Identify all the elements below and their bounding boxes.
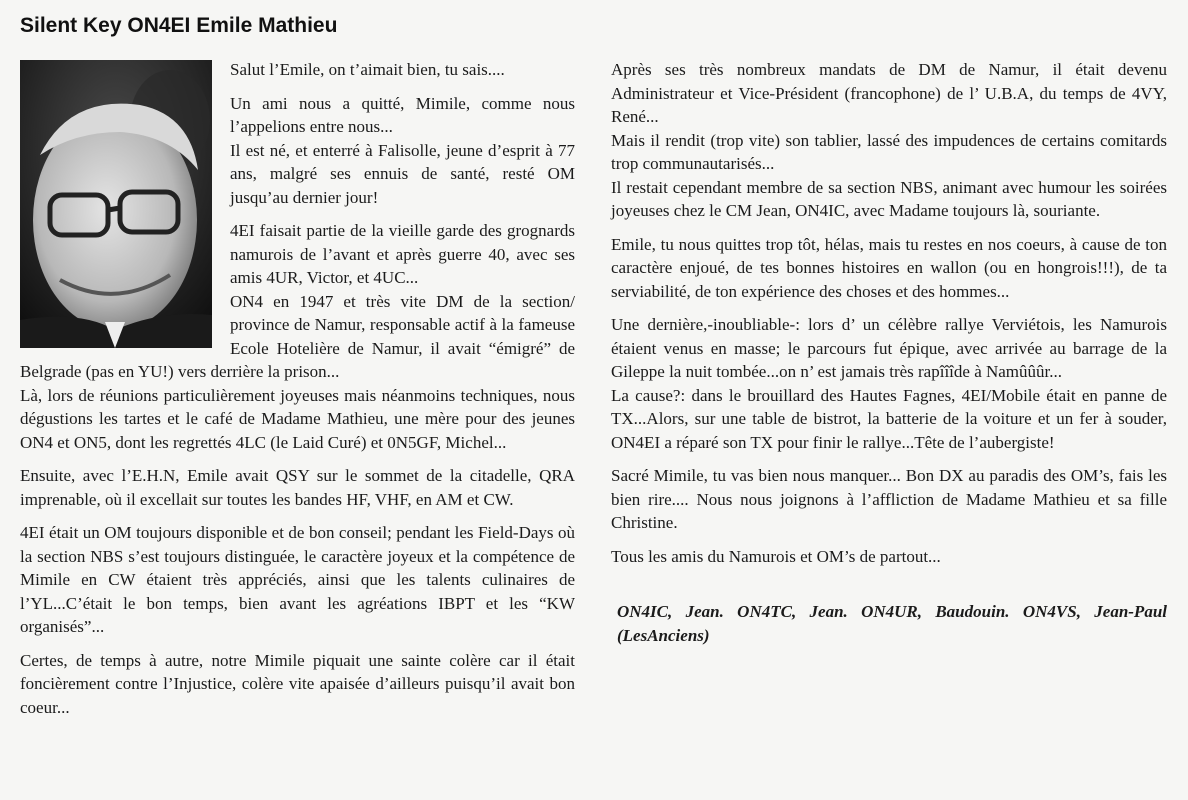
portrait-image xyxy=(20,60,212,348)
paragraph: Ensuite, avec l’E.H.N, Emile avait QSY sur le sommet de la citadelle, QRA imprenable, où il excellait sur toutes les bandes HF, VHF, en AM et CW. xyxy=(20,466,575,509)
right-column xyxy=(611,58,1167,657)
paragraph: Là, lors de réunions particulièrement joyeuses mais néanmoins techniques, nous dégustions les tartes et le café de Madame Mathieu, une mère pour des jeunes ON4 et ON5, dont les regrettés 4LC (le Laid Curé) et 0N5GF, Michel... xyxy=(20,385,575,452)
paragraph: Mais il rendit (trop vite) son tablier, lassé des impudences de certains comitards trop communautarisés... xyxy=(611,130,1167,173)
signature: ON4IC, Jean. ON4TC, Jean. ON4UR, Baudouin. ON4VS, Jean-Paul (LesAnciens) xyxy=(617,602,1167,645)
paragraph: Une dernière,-inoubliable-: lors d’ un célèbre rallye Verviétois, les Namurois étaient venus en masse; le parcours fut épique, avec arrivée au barrage de la Gileppe la nuit tombée...on n’ est jamais très rapîîîde à Namûûûr... xyxy=(611,315,1167,381)
paragraph: Tous les amis du Namurois et OM’s de partout... xyxy=(611,546,941,566)
paragraph: Il est né, et enterré à Falisolle, jeune d’esprit à 77 ans, malgré ses ennuis de santé, resté OM jusqu’au dernier jour! xyxy=(230,140,575,207)
paragraph: 4EI faisait partie de la vieille garde des grognards namurois de l’avant et après guerre 40, avec ses amis 4UR, Victor, et 4UC... xyxy=(230,221,575,287)
paragraph: Il restait cependant membre de sa section NBS, animant avec humour les soirées joyeuses chez le CM Jean, ON4IC, avec Madame toujours là, souriante. xyxy=(611,177,1167,220)
paragraph: ON4 en 1947 et très vite DM de la section/ province de Namur, responsable actif à la fameuse Ecole Hotelière de Namur, il avait “émigré” de Belgrade (pas en YU!) vers derrière la prison... xyxy=(20,291,575,381)
paragraph: Certes, de temps à autre, notre Mimile piquait une sainte colère car il était foncièrement contre l’Injustice, colère vite apaisée d’ailleurs puisqu’il avait bon coeur... xyxy=(20,650,575,717)
paragraph: Sacré Mimile, tu vas bien nous manquer... Bon DX au paradis des OM’s, fais les bien rire.... Nous nous joignons à l’affliction de Madame Mathieu et sa fille Christine. xyxy=(611,466,1167,532)
paragraph: Après ses très nombreux mandats de DM de Namur, il était devenu Administrateur et Vice-Président (francophone) de l’ U.B.A, du temps de 4VY, René... xyxy=(611,60,1167,126)
portrait-photo xyxy=(20,60,212,348)
paragraph: Emile, tu nous quittes trop tôt, hélas, mais tu restes en nos coeurs, à cause de ton caractère enjoué, de tes bonnes histoires en wallon (ou en hongrois!!!), de ta serviabilité, de ton expérience des choses et des hommes... xyxy=(611,234,1167,301)
article-title: Silent Key ON4EI Emile Mathieu xyxy=(20,14,338,37)
paragraph: 4EI était un OM toujours disponible et de bon conseil; pendant les Field-Days où la section NBS s’est toujours distinguée, le caractère joyeux et la compétence de Mimile en CW étaient très appréciés, ainsi que les talents culinaires de l’YL...C’était le bon temps, bien avant les agréations IBPT et les “KW organisés”... xyxy=(20,523,575,636)
paragraph: Salut l’Emile, on t’aimait bien, tu sais.... xyxy=(230,60,505,79)
paragraph: La cause?: dans le brouillard des Hautes Fagnes, 4EI/Mobile était en panne de TX...Alors, sur une table de bistrot, la batterie de la voiture et un fer à souder, ON4EI a réparé son TX pour finir le rallye...Tête de l’aubergiste! xyxy=(611,385,1167,452)
left-column xyxy=(20,58,575,729)
paragraph: Un ami nous a quitté, Mimile, comme nous l’appelions entre nous... xyxy=(230,93,575,136)
